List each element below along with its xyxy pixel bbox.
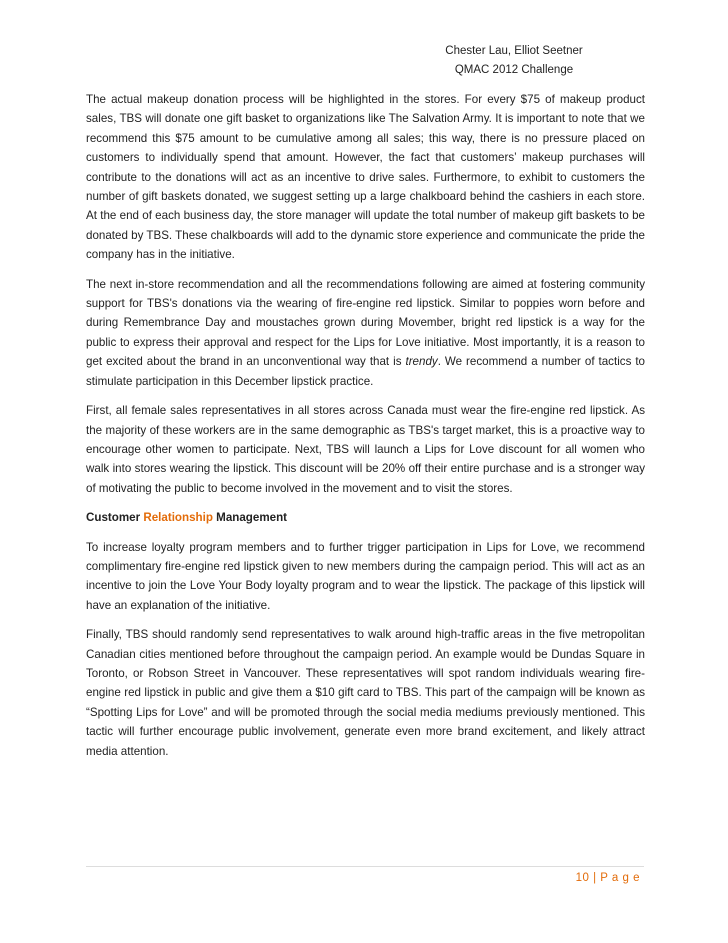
page-number: 10 | P a g e	[575, 872, 640, 884]
footer-divider	[86, 866, 644, 867]
heading-word-management: Management	[216, 511, 288, 525]
page-header	[424, 42, 604, 80]
header-authors: Chester Lau, Elliot Seetner	[445, 45, 583, 57]
heading-word-relationship: Relationship	[143, 511, 213, 525]
paragraph-text-tail: . We recommend a number of tactics to stimulate participation in this December lipstick practice.	[86, 355, 645, 388]
paragraph-loyalty-program: To increase loyalty program members and to further trigger participation in Lips for Love, we recommend complimentary fire-engine red lipstick given to new members during the campaign period. This will act as an incentive to join the Love Your Body loyalty program and to wear the lipstick. The package of this lipstick will have an explanation of the initiative.	[86, 540, 645, 612]
heading-word-customer: Customer	[86, 511, 141, 525]
document-body	[86, 90, 645, 771]
section-heading	[86, 508, 645, 527]
header-event: QMAC 2012 Challenge	[454, 64, 574, 76]
paragraph-text: The next in-store recommendation and all the recommendations following are aimed at fostering community support for TBS's donations via the wearing of fire-engine red lipstick. Similar to poppies worn before and during Remembrance Day and moustaches grown during Movember, bright red lipstick is a way for the public to express their approval and respect for the Lips for Love initiative. Most importantly, it is a reason to get excited about the brand in an unconventional way that is	[86, 277, 645, 369]
paragraph-sales-representatives: First, all female sales representatives in all stores across Canada must wear the fire-engine red lipstick. As the majority of these workers are in the same demographic as TBS's target market, this is a proactive way to encourage other women to participate. Next, TBS will launch a Lips for Love discount for all women who walk into stores wearing the lipstick. This discount will be 20% off their entire purchase and is a stronger way of motivating the public to become involved in the movement and to visit the stores.	[86, 404, 645, 495]
paragraph-in-store-recommendation	[86, 275, 645, 391]
emphasis-trendy: trendy	[405, 355, 438, 369]
paragraph-donation-process: The actual makeup donation process will be highlighted in the stores. For every $75 of makeup product sales, TBS will donate one gift basket to organizations like The Salvation Army. It is important to note that we recommend this $75 amount to be cumulative among all sales; this way, there is no pressure placed on customers to individually spend that amount. However, the fact that customers’ makeup purchases will contribute to the donations will act as an incentive to drive sales. Furthermore, to exhibit to customers the number of gift baskets donated, we suggest setting up a large chalkboard behind the cashiers in each store. At the end of each business day, the store manager will update the total number of makeup gift baskets to be donated by TBS. These chalkboards will add to the dynamic store experience and communicate the pride the company has in the initiative.	[86, 93, 645, 262]
paragraph-spotting-lips: Finally, TBS should randomly send representatives to walk around high-traffic areas in the five metropolitan Canadian cities mentioned before throughout the campaign period. An example would be Dundas Square in Toronto, or Robson Street in Vancouver. These representatives will spot random individuals wearing fire-engine red lipstick in public and give them a $10 gift card to TBS. This part of the campaign will be known as “Spotting Lips for Love” and will be promoted through the social media mediums previously mentioned. This tactic will further encourage public involvement, generate even more brand excitement, and likely attract media attention.	[86, 628, 645, 758]
